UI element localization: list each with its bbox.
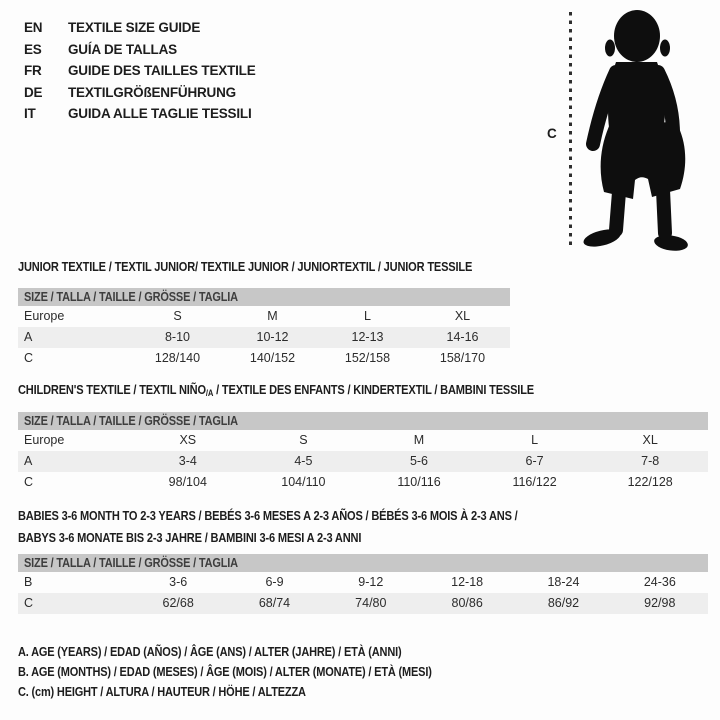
row-label-cell: C: [24, 475, 34, 489]
babies-section-title-line1: BABIES 3-6 MONTH TO 2-3 YEARS / BEBÉS 3-6 MESES A 2-3 AÑOS / BÉBÉS 3-6 MOIS À 2-3 ANS /: [18, 508, 518, 523]
toddler-silhouette-icon: [578, 8, 700, 256]
size-cell: 152/158: [344, 351, 391, 365]
size-cell: XL: [454, 309, 471, 323]
size-cell: 18-24: [547, 575, 580, 589]
size-cell: 86/92: [547, 596, 580, 610]
legend-line-c: [18, 682, 488, 702]
size-cell: 68/74: [258, 596, 291, 610]
size-cell: 6-9: [265, 575, 284, 589]
row-label-cell: A: [24, 454, 33, 468]
language-code: ES: [24, 41, 42, 57]
language-row: [24, 103, 256, 125]
babies-size-table: [18, 554, 708, 614]
height-measure-line: [569, 12, 572, 250]
table-row: [18, 593, 708, 614]
table-row: [18, 572, 708, 593]
size-cell: 12-18: [451, 575, 484, 589]
size-cell: 24-36: [643, 575, 676, 589]
size-cell: M: [267, 309, 278, 323]
size-cell: S: [173, 309, 182, 323]
junior-section-title-text: JUNIOR TEXTILE / TEXTIL JUNIOR/ TEXTILE JUNIOR / JUNIORTEXTIL / JUNIOR TESSILE: [18, 259, 473, 274]
size-header-bar: [18, 412, 708, 430]
size-cell: 12-13: [351, 330, 384, 344]
legend-line-a: [18, 642, 488, 662]
row-label-cell: B: [24, 575, 33, 589]
size-cell: 80/86: [451, 596, 483, 610]
row-label-cell: Europe: [24, 433, 65, 447]
size-cell: 140/152: [249, 351, 296, 365]
language-list: [24, 17, 256, 125]
table-row: [18, 430, 708, 451]
size-cell: 8-10: [164, 330, 191, 344]
size-header-bar: [18, 288, 510, 306]
legend-line-c-text: C. (cm) HEIGHT / ALTURA / HAUTEUR / HÖHE / ALTEZZA: [18, 685, 306, 699]
babies-section-title-line2: BABYS 3-6 MONATE BIS 2-3 JAHRE / BAMBINI 3-6 MESI A 2-3 ANNI: [18, 530, 362, 545]
size-header-text: SIZE / TALLA / TAILLE / GRÖSSE / TAGLIA: [24, 290, 238, 304]
size-cell: XL: [642, 433, 658, 447]
table-row: [18, 306, 510, 327]
language-code: DE: [24, 84, 43, 100]
size-cell: 116/122: [512, 475, 557, 489]
language-row: [24, 17, 256, 39]
language-label: GUIDA ALLE TAGLIE TESSILI: [68, 106, 252, 122]
size-cell: 9-12: [358, 575, 384, 589]
row-label-cell: Europe: [24, 309, 65, 323]
children-size-table: [18, 412, 708, 493]
size-cell: 158/170: [439, 351, 486, 365]
row-label-cell: A: [24, 330, 33, 344]
row-label-cell: C: [24, 596, 34, 610]
size-cell: 74/80: [355, 596, 387, 610]
height-label-c: C: [547, 126, 557, 141]
junior-size-table: [18, 288, 510, 369]
size-cell: XS: [179, 433, 197, 447]
table-row: [18, 472, 708, 493]
junior-section-title: [18, 259, 552, 274]
language-label: TEXTILE SIZE GUIDE: [68, 20, 201, 36]
language-label: TEXTILGRÖßENFÜHRUNG: [68, 84, 236, 100]
size-cell: L: [531, 433, 539, 447]
size-cell: 110/116: [397, 475, 441, 489]
size-cell: L: [364, 309, 371, 323]
size-cell: 92/98: [644, 596, 676, 610]
size-cell: 7-8: [641, 454, 660, 468]
size-cell: 3-4: [178, 454, 197, 468]
children-title-subscript: /A: [205, 388, 214, 398]
language-code: IT: [24, 106, 36, 122]
legend-line-b: [18, 662, 488, 682]
size-cell: S: [299, 433, 308, 447]
language-label: GUIDE DES TAILLES TEXTILE: [68, 63, 256, 79]
size-header-text: SIZE / TALLA / TAILLE / GRÖSSE / TAGLIA: [24, 556, 238, 570]
babies-section-title: [18, 505, 606, 549]
language-row: [24, 60, 256, 82]
size-cell: 5-6: [409, 454, 429, 468]
legend-line-b-text: B. AGE (MONTHS) / EDAD (MESES) / ÂGE (MOIS) / ALTER (MONATE) / ETÀ (MESI): [18, 665, 432, 679]
row-label-cell: C: [24, 351, 34, 365]
size-cell: M: [413, 433, 425, 447]
language-code: EN: [24, 20, 43, 36]
size-cell: 62/68: [162, 596, 194, 610]
language-row: [24, 39, 256, 61]
children-section-title: [18, 382, 625, 398]
table-row: [18, 327, 510, 348]
table-row: [18, 451, 708, 472]
language-label: GUÍA DE TALLAS: [68, 41, 177, 57]
size-cell: 6-7: [525, 454, 544, 468]
size-cell: 10-12: [256, 330, 289, 344]
language-code: FR: [24, 63, 42, 79]
size-cell: 104/110: [281, 475, 326, 489]
size-header-bar: [18, 554, 708, 572]
size-header-text: SIZE / TALLA / TAILLE / GRÖSSE / TAGLIA: [24, 414, 238, 428]
language-row: [24, 82, 256, 104]
table-row: [18, 348, 510, 369]
size-cell: 122/128: [627, 475, 673, 489]
size-cell: 14-16: [446, 330, 479, 344]
size-cell: 3-6: [169, 575, 188, 589]
legend-line-a-text: A. AGE (YEARS) / EDAD (AÑOS) / ÂGE (ANS) / ALTER (JAHRE) / ETÀ (ANNI): [18, 645, 402, 659]
children-section-title-text: CHILDREN'S TEXTILE / TEXTIL NIÑO/A / TEXTILE DES ENFANTS / KINDERTEXTIL / BAMBINI TESSILE: [18, 382, 534, 398]
size-cell: 128/140: [154, 351, 201, 365]
size-cell: 98/104: [168, 475, 207, 489]
measure-legend: [18, 642, 488, 702]
size-cell: 4-5: [294, 454, 313, 468]
